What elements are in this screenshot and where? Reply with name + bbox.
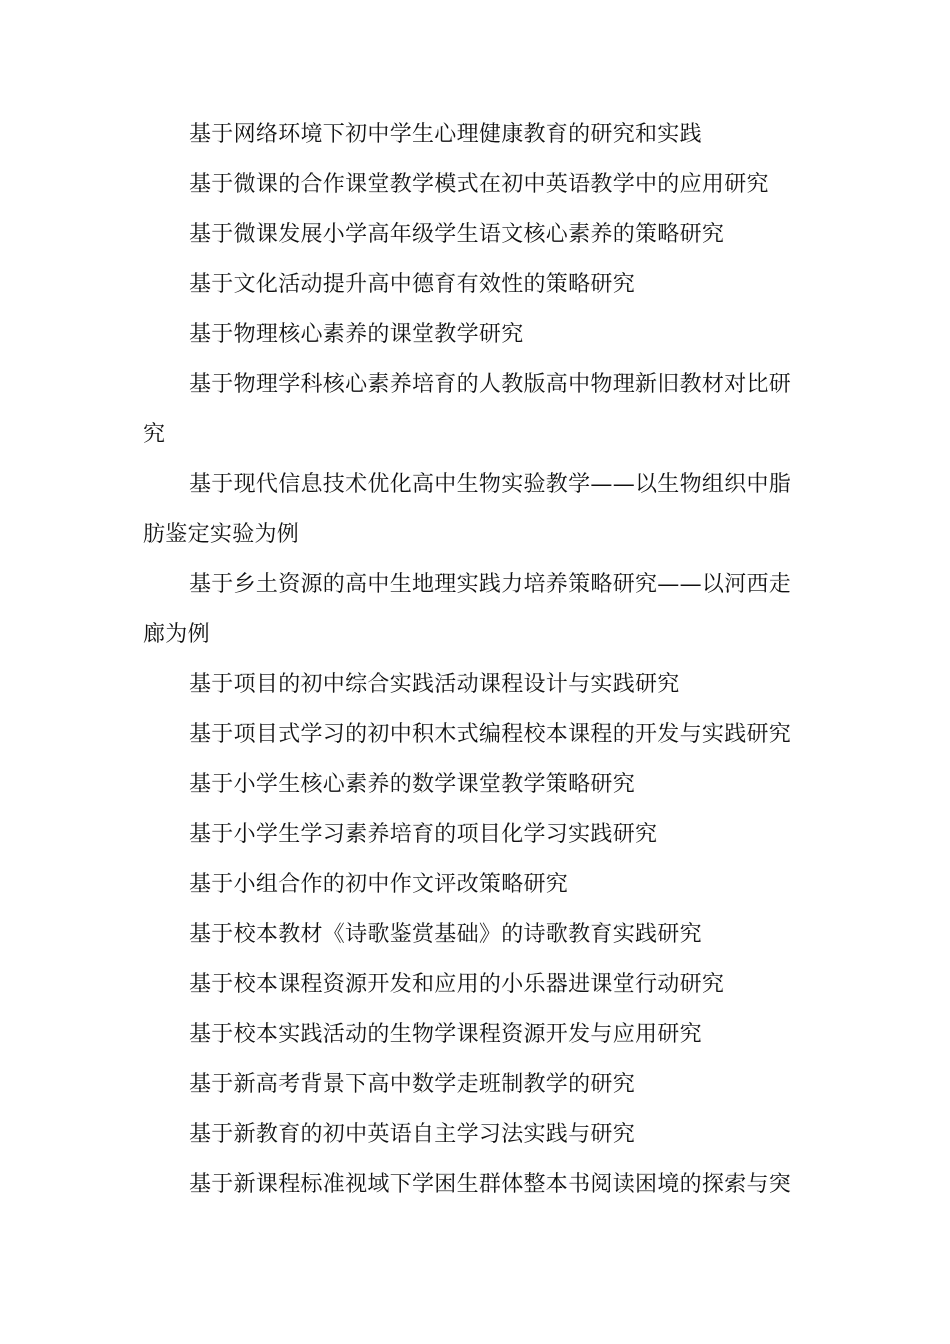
list-item: 基于校本教材《诗歌鉴赏基础》的诗歌教育实践研究 bbox=[189, 922, 702, 947]
list-item: 基于乡土资源的高中生地理实践力培养策略研究——以河西走廊为例 bbox=[143, 572, 792, 647]
list-item: 基于校本实践活动的生物学课程资源开发与应用研究 bbox=[189, 1022, 702, 1047]
list-item: 基于物理学科核心素养培育的人教版高中物理新旧教材对比研究 bbox=[143, 372, 792, 447]
list-item: 基于新教育的初中英语自主学习法实践与研究 bbox=[189, 1122, 636, 1147]
list-item: 基于小组合作的初中作文评改策略研究 bbox=[189, 872, 569, 897]
list-item: 基于新高考背景下高中数学走班制教学的研究 bbox=[189, 1072, 636, 1097]
list-item: 基于项目式学习的初中积木式编程校本课程的开发与实践研究 bbox=[189, 722, 792, 747]
research-topic-list bbox=[143, 110, 805, 1210]
list-item: 基于微课的合作课堂教学模式在初中英语教学中的应用研究 bbox=[189, 172, 769, 197]
list-item: 基于项目的初中综合实践活动课程设计与实践研究 bbox=[189, 672, 680, 697]
list-item: 基于小学生核心素养的数学课堂教学策略研究 bbox=[189, 772, 636, 797]
list-item: 基于新课程标准视域下学困生群体整本书阅读困境的探索与突 bbox=[189, 1172, 792, 1197]
list-item: 基于小学生学习素养培育的项目化学习实践研究 bbox=[189, 822, 658, 847]
list-item: 基于校本课程资源开发和应用的小乐器进课堂行动研究 bbox=[189, 972, 725, 997]
list-item: 基于微课发展小学高年级学生语文核心素养的策略研究 bbox=[189, 222, 725, 247]
list-item: 基于物理核心素养的课堂教学研究 bbox=[189, 322, 524, 347]
list-item: 基于现代信息技术优化高中生物实验教学——以生物组织中脂肪鉴定实验为例 bbox=[143, 472, 792, 547]
list-item: 基于网络环境下初中学生心理健康教育的研究和实践 bbox=[189, 122, 702, 147]
list-item: 基于文化活动提升高中德育有效性的策略研究 bbox=[189, 272, 636, 297]
